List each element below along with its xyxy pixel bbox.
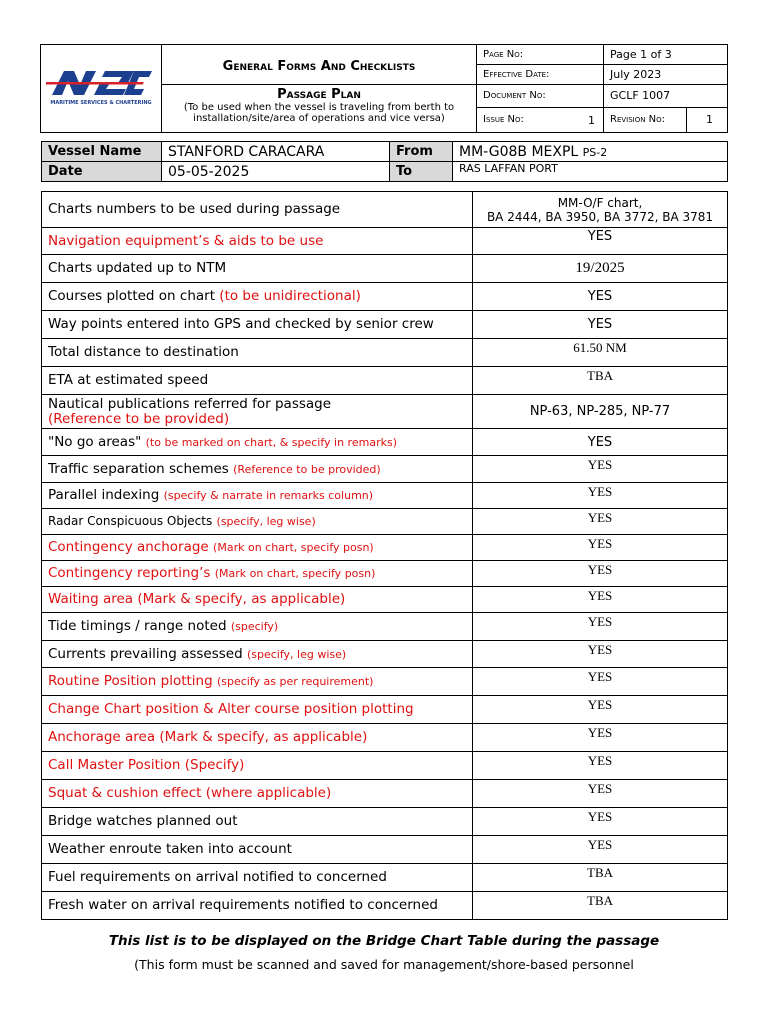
checklist-value-cell — [473, 724, 728, 752]
date-value: 05-05-2025 — [162, 162, 390, 182]
from-label: From — [390, 142, 453, 162]
checklist-item-label: Waiting area (Mark & specify, as applicable) — [48, 591, 346, 607]
checklist-item-cell — [42, 367, 473, 395]
checklist-row — [42, 509, 728, 535]
effective-date-label: Effective Date: — [477, 65, 604, 85]
checklist-value: YES — [587, 434, 613, 450]
checklist-item-label: Contingency anchorage — [48, 539, 209, 555]
checklist-value-cell — [473, 836, 728, 864]
checklist-row — [42, 668, 728, 696]
form-subtitle: (To be used when the vessel is traveling from berth to installation/site/area of operations and vice versa) — [183, 102, 455, 124]
checklist-row — [42, 892, 728, 920]
checklist-item-cell — [42, 339, 473, 367]
checklist-item-label: Parallel indexing — [48, 487, 160, 503]
checklist-value: 19/2025 — [575, 260, 625, 276]
checklist-item-label: Tide timings / range noted — [48, 618, 227, 634]
checklist-item-label: Contingency reporting’s — [48, 565, 211, 581]
checklist-item-cell — [42, 311, 473, 339]
nsc-logo-icon — [46, 65, 156, 109]
company-logo — [41, 45, 162, 133]
checklist-value: YES — [587, 642, 613, 657]
checklist-value-cell — [473, 483, 728, 509]
checklist-item-cell — [42, 395, 473, 429]
checklist-item-note: (Reference to be provided) — [48, 410, 230, 427]
checklist-value-cell — [473, 283, 728, 311]
checklist-row — [42, 283, 728, 311]
checklist-item-label: Fuel requirements on arrival notified to concerned — [48, 869, 387, 885]
checklist-item-cell — [42, 696, 473, 724]
checklist-value: YES — [587, 536, 613, 551]
checklist-row — [42, 429, 728, 456]
checklist-item-note: (specify, leg wise) — [216, 515, 316, 528]
checklist-value-cell — [473, 892, 728, 920]
document-no-label: Document No: — [477, 85, 604, 108]
checklist-item-note: (specify, leg wise) — [246, 647, 347, 661]
checklist-item-label: Routine Position plotting — [48, 673, 213, 689]
checklist-row — [42, 456, 728, 483]
checklist-value: YES — [587, 697, 613, 712]
checklist-item-label: Bridge watches planned out — [48, 813, 238, 829]
checklist-item-cell — [42, 509, 473, 535]
checklist-value: YES — [587, 510, 613, 525]
checklist-value: YES — [587, 562, 613, 577]
checklist-item-label: ETA at estimated speed — [48, 372, 209, 388]
vessel-name-value: STANFORD CARACARA — [162, 142, 390, 162]
checklist-item-cell — [42, 613, 473, 641]
checklist-row — [42, 192, 728, 228]
checklist-item-cell — [42, 641, 473, 668]
checklist-row — [42, 696, 728, 724]
form-title: Passage Plan — [277, 87, 361, 102]
vessel-name-label: Vessel Name — [42, 142, 162, 162]
checklist-item-cell — [42, 535, 473, 561]
checklist-value: YES — [587, 289, 613, 304]
checklist-item-cell — [42, 561, 473, 587]
checklist-value: MM-O/F chart, — [557, 195, 643, 210]
checklist-value: YES — [587, 614, 613, 629]
checklist-item-note: (specify) — [230, 620, 279, 633]
checklist-value: YES — [587, 317, 613, 332]
checklist-value: 61.50 NM — [573, 340, 627, 355]
checklist-value: YES — [587, 753, 613, 768]
checklist-row — [42, 311, 728, 339]
checklist-item-note: (to be marked on chart, & specify in remarks) — [145, 435, 397, 449]
form-title-cell — [162, 85, 477, 133]
checklist-item-note: (specify as per requirement) — [216, 675, 374, 688]
scan-note: (This form must be scanned and saved for management/shore-based personnel — [134, 957, 634, 972]
effective-date-value: July 2023 — [604, 65, 728, 85]
checklist-row — [42, 808, 728, 836]
checklist-item-cell — [42, 724, 473, 752]
checklist-item-note: (specify & narrate in remarks column) — [163, 489, 374, 502]
checklist-value: YES — [587, 229, 613, 244]
checklist-value-cell — [473, 780, 728, 808]
checklist-item-label: Currents prevailing assessed — [48, 645, 243, 662]
checklist-item-label: Change Chart position & Alter course position plotting — [48, 701, 414, 717]
checklist-value: YES — [587, 669, 613, 684]
checklist-item-note: (Mark on chart, specify posn) — [213, 541, 374, 554]
vessel-info-table — [41, 141, 728, 182]
checklist-value-cell — [473, 535, 728, 561]
checklist-item-label: Anchorage area (Mark & specify, as applicable) — [48, 729, 368, 745]
checklist-value: YES — [587, 809, 613, 824]
checklist-item-cell — [42, 836, 473, 864]
checklist-row — [42, 535, 728, 561]
checklist-value-cell — [473, 668, 728, 696]
checklist-row — [42, 752, 728, 780]
checklist-value-cell — [473, 311, 728, 339]
checklist-value: TBA — [587, 368, 613, 383]
checklist-value: YES — [587, 484, 613, 499]
revision-no-label: Revision No: — [604, 107, 687, 132]
checklist-row — [42, 836, 728, 864]
checklist-item-cell — [42, 255, 473, 283]
form-group-title: General Forms And Checklists — [222, 59, 416, 74]
checklist-value-cell — [473, 395, 728, 429]
checklist-item-label: Squat & cushion effect (where applicable) — [48, 785, 332, 801]
checklist-value-cell — [473, 752, 728, 780]
checklist-item-label: Radar Conspicuous Objects — [48, 514, 213, 528]
checklist-value: YES — [587, 781, 613, 796]
checklist-table — [41, 191, 728, 920]
checklist-item-label: Way points entered into GPS and checked by senior crew — [48, 316, 434, 332]
checklist-item-cell — [42, 668, 473, 696]
revision-no-value: 1 — [687, 107, 728, 132]
from-value: MM-G08B MEXPL — [459, 143, 579, 160]
checklist-item-label: Traffic separation schemes — [48, 460, 229, 477]
document-no-value: GCLF 1007 — [604, 85, 728, 108]
checklist-item-cell — [42, 892, 473, 920]
checklist-row — [42, 255, 728, 283]
checklist-value-cell — [473, 339, 728, 367]
checklist-item-label: "No go areas" — [48, 433, 142, 450]
checklist-item-note: (Mark on chart, specify posn) — [214, 567, 376, 580]
svg-text:MARITIME SERVICES & CHARTERING: MARITIME SERVICES & CHARTERING — [50, 99, 152, 106]
checklist-value-cell — [473, 367, 728, 395]
checklist-row — [42, 641, 728, 668]
checklist-value: YES — [587, 588, 613, 603]
form-group-cell — [162, 45, 477, 85]
page-no-label: Page No: — [477, 45, 604, 65]
checklist-item-cell — [42, 456, 473, 483]
checklist-row — [42, 395, 728, 429]
checklist-value-cell — [473, 696, 728, 724]
to-label: To — [390, 162, 453, 182]
checklist-item-label: Charts updated up to NTM — [48, 260, 227, 276]
checklist-value-cell — [473, 864, 728, 892]
checklist-item-note: (to be unidirectional) — [219, 288, 361, 304]
checklist-item-cell — [42, 864, 473, 892]
checklist-row — [42, 339, 728, 367]
checklist-value-cell — [473, 613, 728, 641]
checklist-row — [42, 483, 728, 509]
checklist-row — [42, 864, 728, 892]
issue-no-cell — [477, 107, 604, 132]
checklist-item-cell — [42, 808, 473, 836]
checklist-value-cell — [473, 192, 728, 228]
issue-no-value: 1 — [588, 114, 595, 128]
checklist-item-label: Fresh water on arrival requirements notified to concerned — [48, 897, 438, 913]
checklist-item-label: Courses plotted on chart — [48, 288, 215, 304]
checklist-item-cell — [42, 429, 473, 456]
checklist-item-label: Navigation equipment’s & aids to be use — [48, 232, 324, 249]
checklist-value-cell — [473, 429, 728, 456]
checklist-row — [42, 724, 728, 752]
from-suffix: PS-2 — [582, 145, 608, 159]
display-notice: This list is to be displayed on the Bridge Chart Table during the passage — [108, 933, 660, 949]
checklist-item-cell — [42, 752, 473, 780]
checklist-row — [42, 367, 728, 395]
checklist-value-cell — [473, 808, 728, 836]
checklist-row — [42, 780, 728, 808]
checklist-value-cell — [473, 228, 728, 255]
checklist-value: YES — [587, 725, 613, 740]
checklist-value-cell — [473, 255, 728, 283]
form-header — [40, 44, 728, 133]
checklist-item-cell — [42, 192, 473, 228]
checklist-value: YES — [587, 837, 613, 852]
checklist-row — [42, 228, 728, 255]
checklist-item-label: Nautical publications referred for passage — [48, 395, 332, 412]
from-cell — [453, 142, 728, 162]
checklist-item-label: Weather enroute taken into account — [48, 841, 292, 857]
checklist-item-cell — [42, 283, 473, 311]
checklist-item-cell — [42, 228, 473, 255]
checklist-value: TBA — [587, 893, 613, 908]
checklist-value-cell — [473, 641, 728, 668]
checklist-item-cell — [42, 483, 473, 509]
checklist-item-cell — [42, 587, 473, 613]
checklist-item-label: Call Master Position (Specify) — [48, 757, 245, 773]
checklist-value-secondary: BA 2444, BA 3950, BA 3772, BA 3781 — [486, 209, 714, 224]
checklist-item-label: Charts numbers to be used during passage — [48, 201, 341, 217]
checklist-item-note: (Reference to be provided) — [233, 462, 381, 476]
checklist-value-cell — [473, 509, 728, 535]
checklist-row — [42, 587, 728, 613]
checklist-value: YES — [587, 457, 613, 472]
checklist-value-cell — [473, 587, 728, 613]
checklist-value-cell — [473, 561, 728, 587]
checklist-value: NP-63, NP-285, NP-77 — [529, 404, 671, 419]
checklist-value-cell — [473, 456, 728, 483]
checklist-row — [42, 613, 728, 641]
to-value: RAS LAFFAN PORT — [453, 162, 728, 182]
checklist-row — [42, 561, 728, 587]
page-no-value: Page 1 of 3 — [604, 45, 728, 65]
date-label: Date — [42, 162, 162, 182]
checklist-value: TBA — [587, 865, 613, 880]
checklist-item-cell — [42, 780, 473, 808]
issue-no-label: Issue No: — [483, 114, 524, 126]
checklist-item-label: Total distance to destination — [48, 344, 239, 360]
